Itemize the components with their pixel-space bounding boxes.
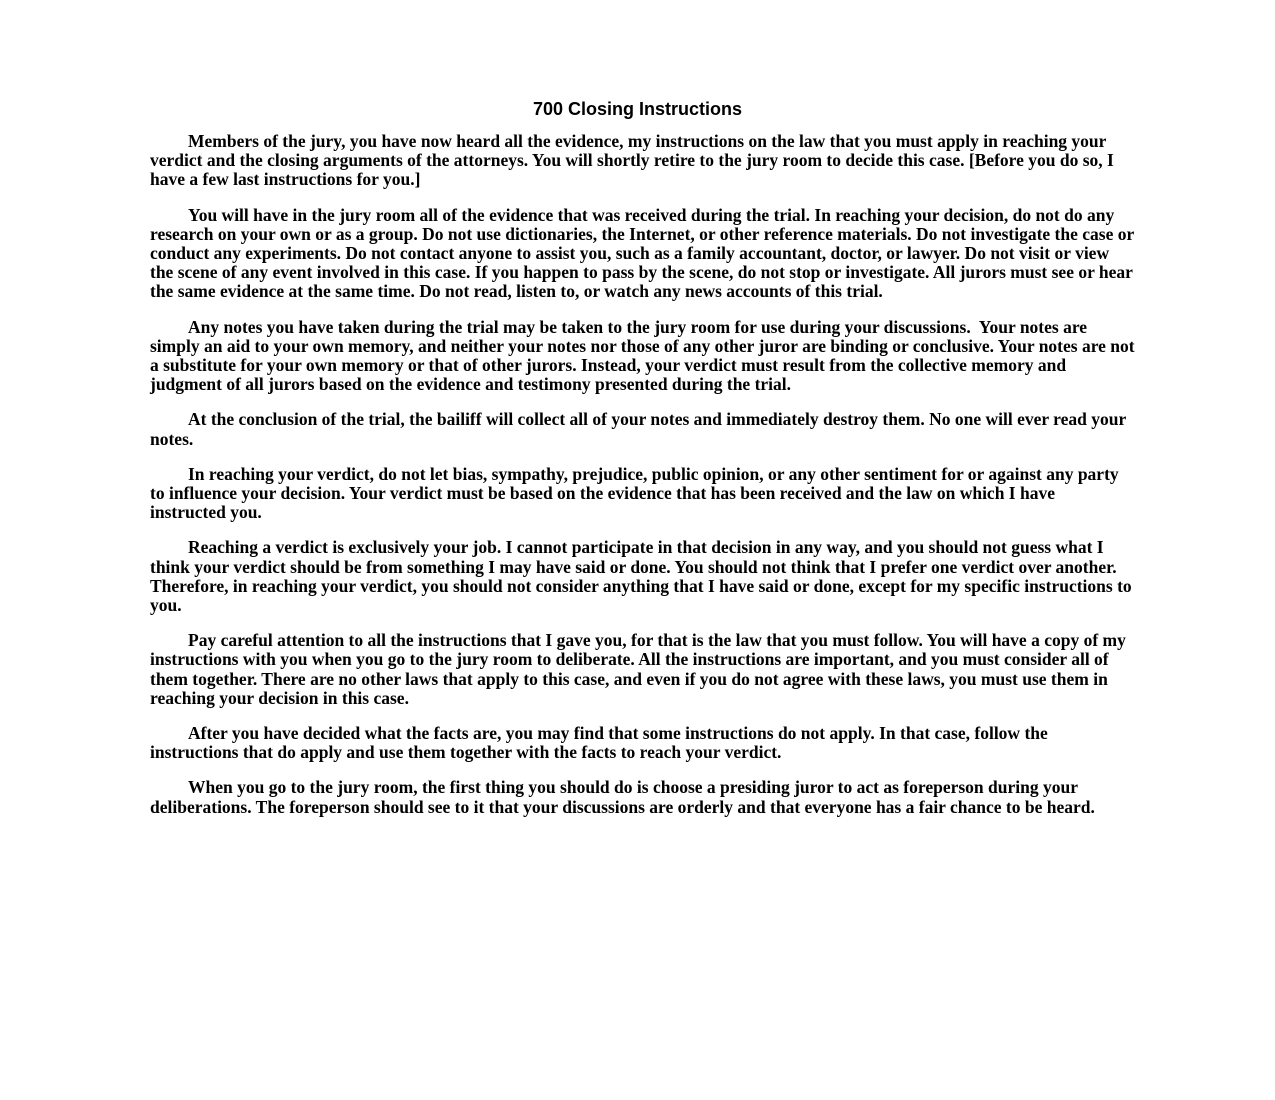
paragraph-4: At the conclusion of the trial, the bailiff will collect all of your notes and immediately destroy them. No one will ever read your notes. [150,409,1131,449]
paragraph-3: Any notes you have taken during the trial may be taken to the jury room for use during your discussions. Your notes are simply an aid to your own memory, and neither your notes nor those of any other juror are binding or conclusive. Your notes are not a substitute for your own memory or that of other jurors. Instead, your verdict must result from the collective memory and judgment of all jurors based on the evidence and testimony presented during the trial. [150,316,1139,395]
paragraph-2: You will have in the jury room all of the evidence that was received during the trial. In reaching your decision, do not do any research on your own or as a group. Do not use dictionaries, the Internet, or other reference materials. Do not investigate the case or conduct any experiments. Do not contact anyone to assist you, such as a family accountant, doctor, or lawyer. Do not visit or view the scene of any event involved in this case. If you happen to pass by the scene, do not stop or investigate. All jurors must see or hear the same evidence at the same time. Do not read, listen to, or watch any news accounts of this trial. [150,204,1139,302]
paragraph-8: After you have decided what the facts are, you may find that some instructions do not apply. In that case, follow the instructions that do apply and use them together with the facts to reach your verdict. [150,723,1053,763]
paragraph-5: In reaching your verdict, do not let bias, sympathy, prejudice, public opinion, or any other sentiment for or against any party to influence your decision. Your verdict must be based on the evidence that has been received and the law on which I have instructed you. [150,463,1124,523]
paragraph-9: When you go to the jury room, the first thing you should do is choose a presiding juror to act as foreperson during your deliberations. The foreperson should see to it that your discussions are orderly and that everyone has a fair chance to be heard. [150,777,1095,817]
paragraph-6: Reaching a verdict is exclusively your job. I cannot participate in that decision in any way, and you should not guess what I think your verdict should be from something I may have said or done. You should not think that I prefer one verdict over another. Therefore, in reaching your verdict, you should not consider anything that I have said or done, except for my specific instructions to you. [150,537,1137,616]
document-title: 700 Closing Instructions [532,99,743,119]
paragraph-1: Members of the jury, you have now heard all the evidence, my instructions on the law that you must apply in reaching your verdict and the closing arguments of the attorneys. You will shortly retire to the jury room to decide this case. [Before you do so, I have a few last instructions for you.] [150,131,1119,190]
document-page [150,98,1139,833]
paragraph-7: Pay careful attention to all the instructions that I gave you, for that is the law that you must follow. You will have a copy of my instructions with you when you go to the jury room to deliberate. All the instructions are important, and you must consider all of them together. There are no other laws that apply to this case, and even if you do not agree with these laws, you must use them in reaching your decision in this case. [150,630,1131,708]
